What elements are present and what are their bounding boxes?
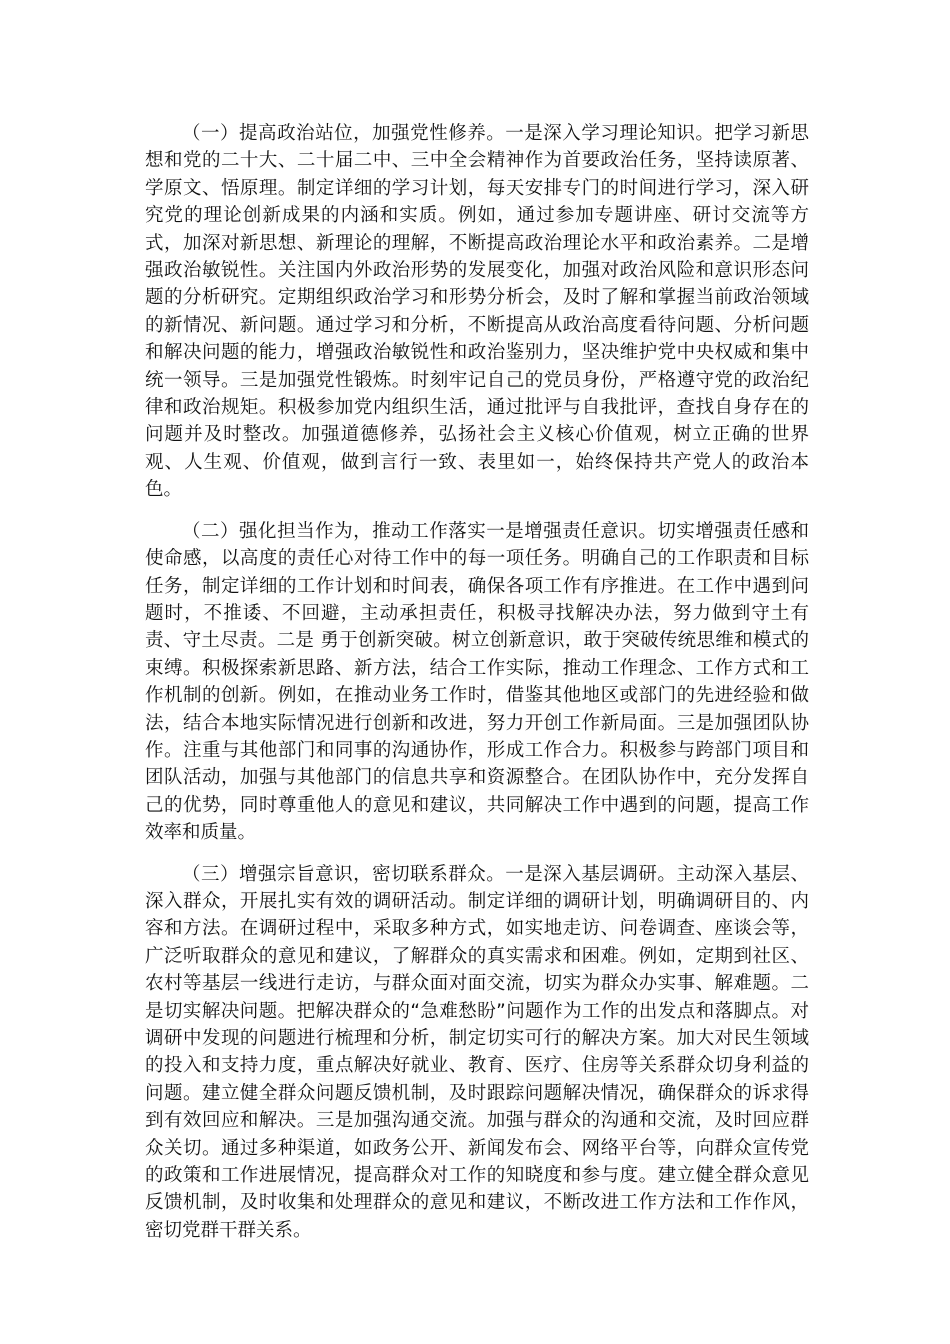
paragraph-political-stance: （一）提高政治站位，加强党性修养。一是深入学习理论知识。把学习新思想和党的二十大、二十届二中、三中全会精神作为首要政治任务，坚持读原著、学原文、悟原理。制定详细的学习计划，每天安排专门的时间进行学习，深入研究党的理论创新成果的内涵和实质。例如，通过参加专题讲座、研讨交流等方式，加深对新思想、新理论的理解，不断提高政治理论水平和政治素养。二是增强政治敏锐性。关注国内外政治形势的发展变化，加强对政治风险和意识形态问题的分析研究。定期组织政治学习和形势分析会，及时了解和掌握当前政治领域的新情况、新问题。通过学习和分析，不断提高从政治高度看待问题、分析问题和解决问题的能力，增强政治敏锐性和政治鉴别力，坚决维护党中央权威和集中统一领导。三是加强党性锻炼。时刻牢记自己的党员身份，严格遵守党的政治纪律和政治规矩。积极参加党内组织生活，通过批评与自我批评，查找自身存在的问题并及时整改。加强道德修养，弘扬社会主义核心价值观，树立正确的世界观、人生观、价值观，做到言行一致、表里如一，始终保持共产党人的政治本色。 xyxy=(145,123,809,501)
paragraph-responsibility: （二）强化担当作为，推动工作落实一是增强责任意识。切实增强责任感和使命感，以高度的责任心对待工作中的每一项任务。明确自己的工作职责和目标任务，制定详细的工作计划和时间表，确保各项工作有序推进。在工作中遇到问题时，不推诿、不回避，主动承担责任，积极寻找解决办法，努力做到守土有责、守土尽责。二是 勇于创新突破。树立创新意识，敢于突破传统思维和模式的束缚。积极探索新思路、新方法，结合工作实际，推动工作理念、工作方式和工作机制的创新。例如，在推动业务工作时，借鉴其他地区或部门的先进经验和做法，结合本地实际情况进行创新和改进，努力开创工作新局面。三是加强团队协作。注重与其他部门和同事的沟通协作，形成工作合力。积极参与跨部门项目和团队活动，加强与其他部门的信息共享和资源整合。在团队协作中，充分发挥自己的优势，同时尊重他人的意见和建议，共同解决工作中遇到的问题，提高工作效率和质量。 xyxy=(145,520,809,844)
document-body xyxy=(145,120,809,1258)
paragraph-mass-line: （三）增强宗旨意识，密切联系群众。一是深入基层调研。主动深入基层、深入群众，开展扎实有效的调研活动。制定详细的调研计划，明确调研目的、内容和方法。在调研过程中，采取多种方式，如实地走访、问卷调查、座谈会等，广泛听取群众的意见和建议，了解群众的真实需求和困难。例如，定期到社区、农村等基层一线进行走访，与群众面对面交流，切实为群众办实事、解难题。二是切实解决问题。把解决群众的“急难愁盼”问题作为工作的出发点和落脚点。对调研中发现的问题进行梳理和分析，制定切实可行的解决方案。加大对民生领域的投入和支持力度，重点解决好就业、教育、医疗、住房等关系群众切身利益的问题。建立健全群众问题反馈机制，及时跟踪问题解决情况，确保群众的诉求得到有效回应和解决。三是加强沟通交流。加强与群众的沟通和交流，及时回应群众关切。通过多种渠道，如政务公开、新闻发布会、网络平台等，向群众宣传党的政策和工作进展情况，提高群众对工作的知晓度和参与度。建立健全群众意见反馈机制，及时收集和处理群众的意见和建议，不断改进工作方法和工作作风，密切党群干群关系。 xyxy=(145,863,809,1241)
